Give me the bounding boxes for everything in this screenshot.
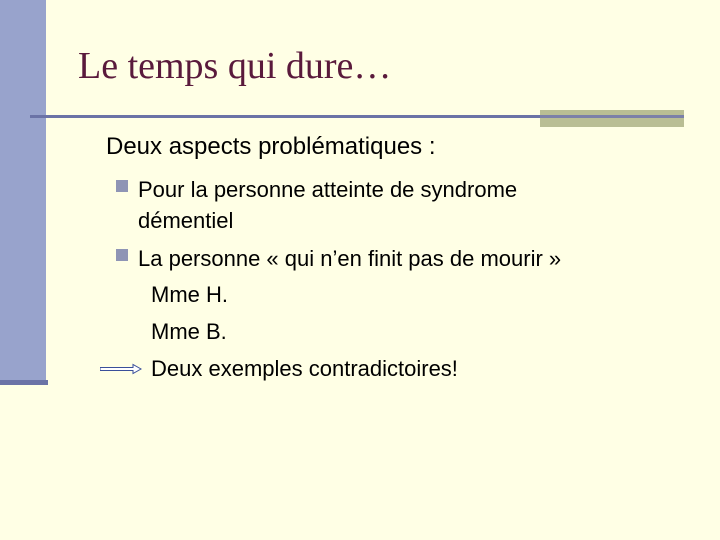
slide-heading: Deux aspects problématiques : <box>106 133 436 160</box>
side-bar-edge <box>0 380 48 385</box>
line-mme-b: Mme B. <box>151 319 227 344</box>
bullet-line: Pour la personne atteinte de syndrome <box>138 177 518 202</box>
line-mme-h: Mme H. <box>151 282 228 307</box>
bullet-line: démentiel <box>138 208 234 233</box>
slide-title: Le temps qui dure… <box>78 45 392 87</box>
title-rule-accent-line <box>540 115 684 118</box>
right-arrow-icon <box>100 363 142 375</box>
line-conclusion: Deux exemples contradictoires! <box>151 356 458 381</box>
bullet-text <box>138 174 517 236</box>
title-rule-accent <box>540 110 684 127</box>
bullet-text <box>138 243 561 274</box>
square-bullet-icon <box>116 180 128 192</box>
square-bullet-icon <box>116 249 128 261</box>
side-bar-decoration <box>0 0 46 383</box>
bullet-line: La personne « qui n’en finit pas de mourir » <box>138 246 562 271</box>
